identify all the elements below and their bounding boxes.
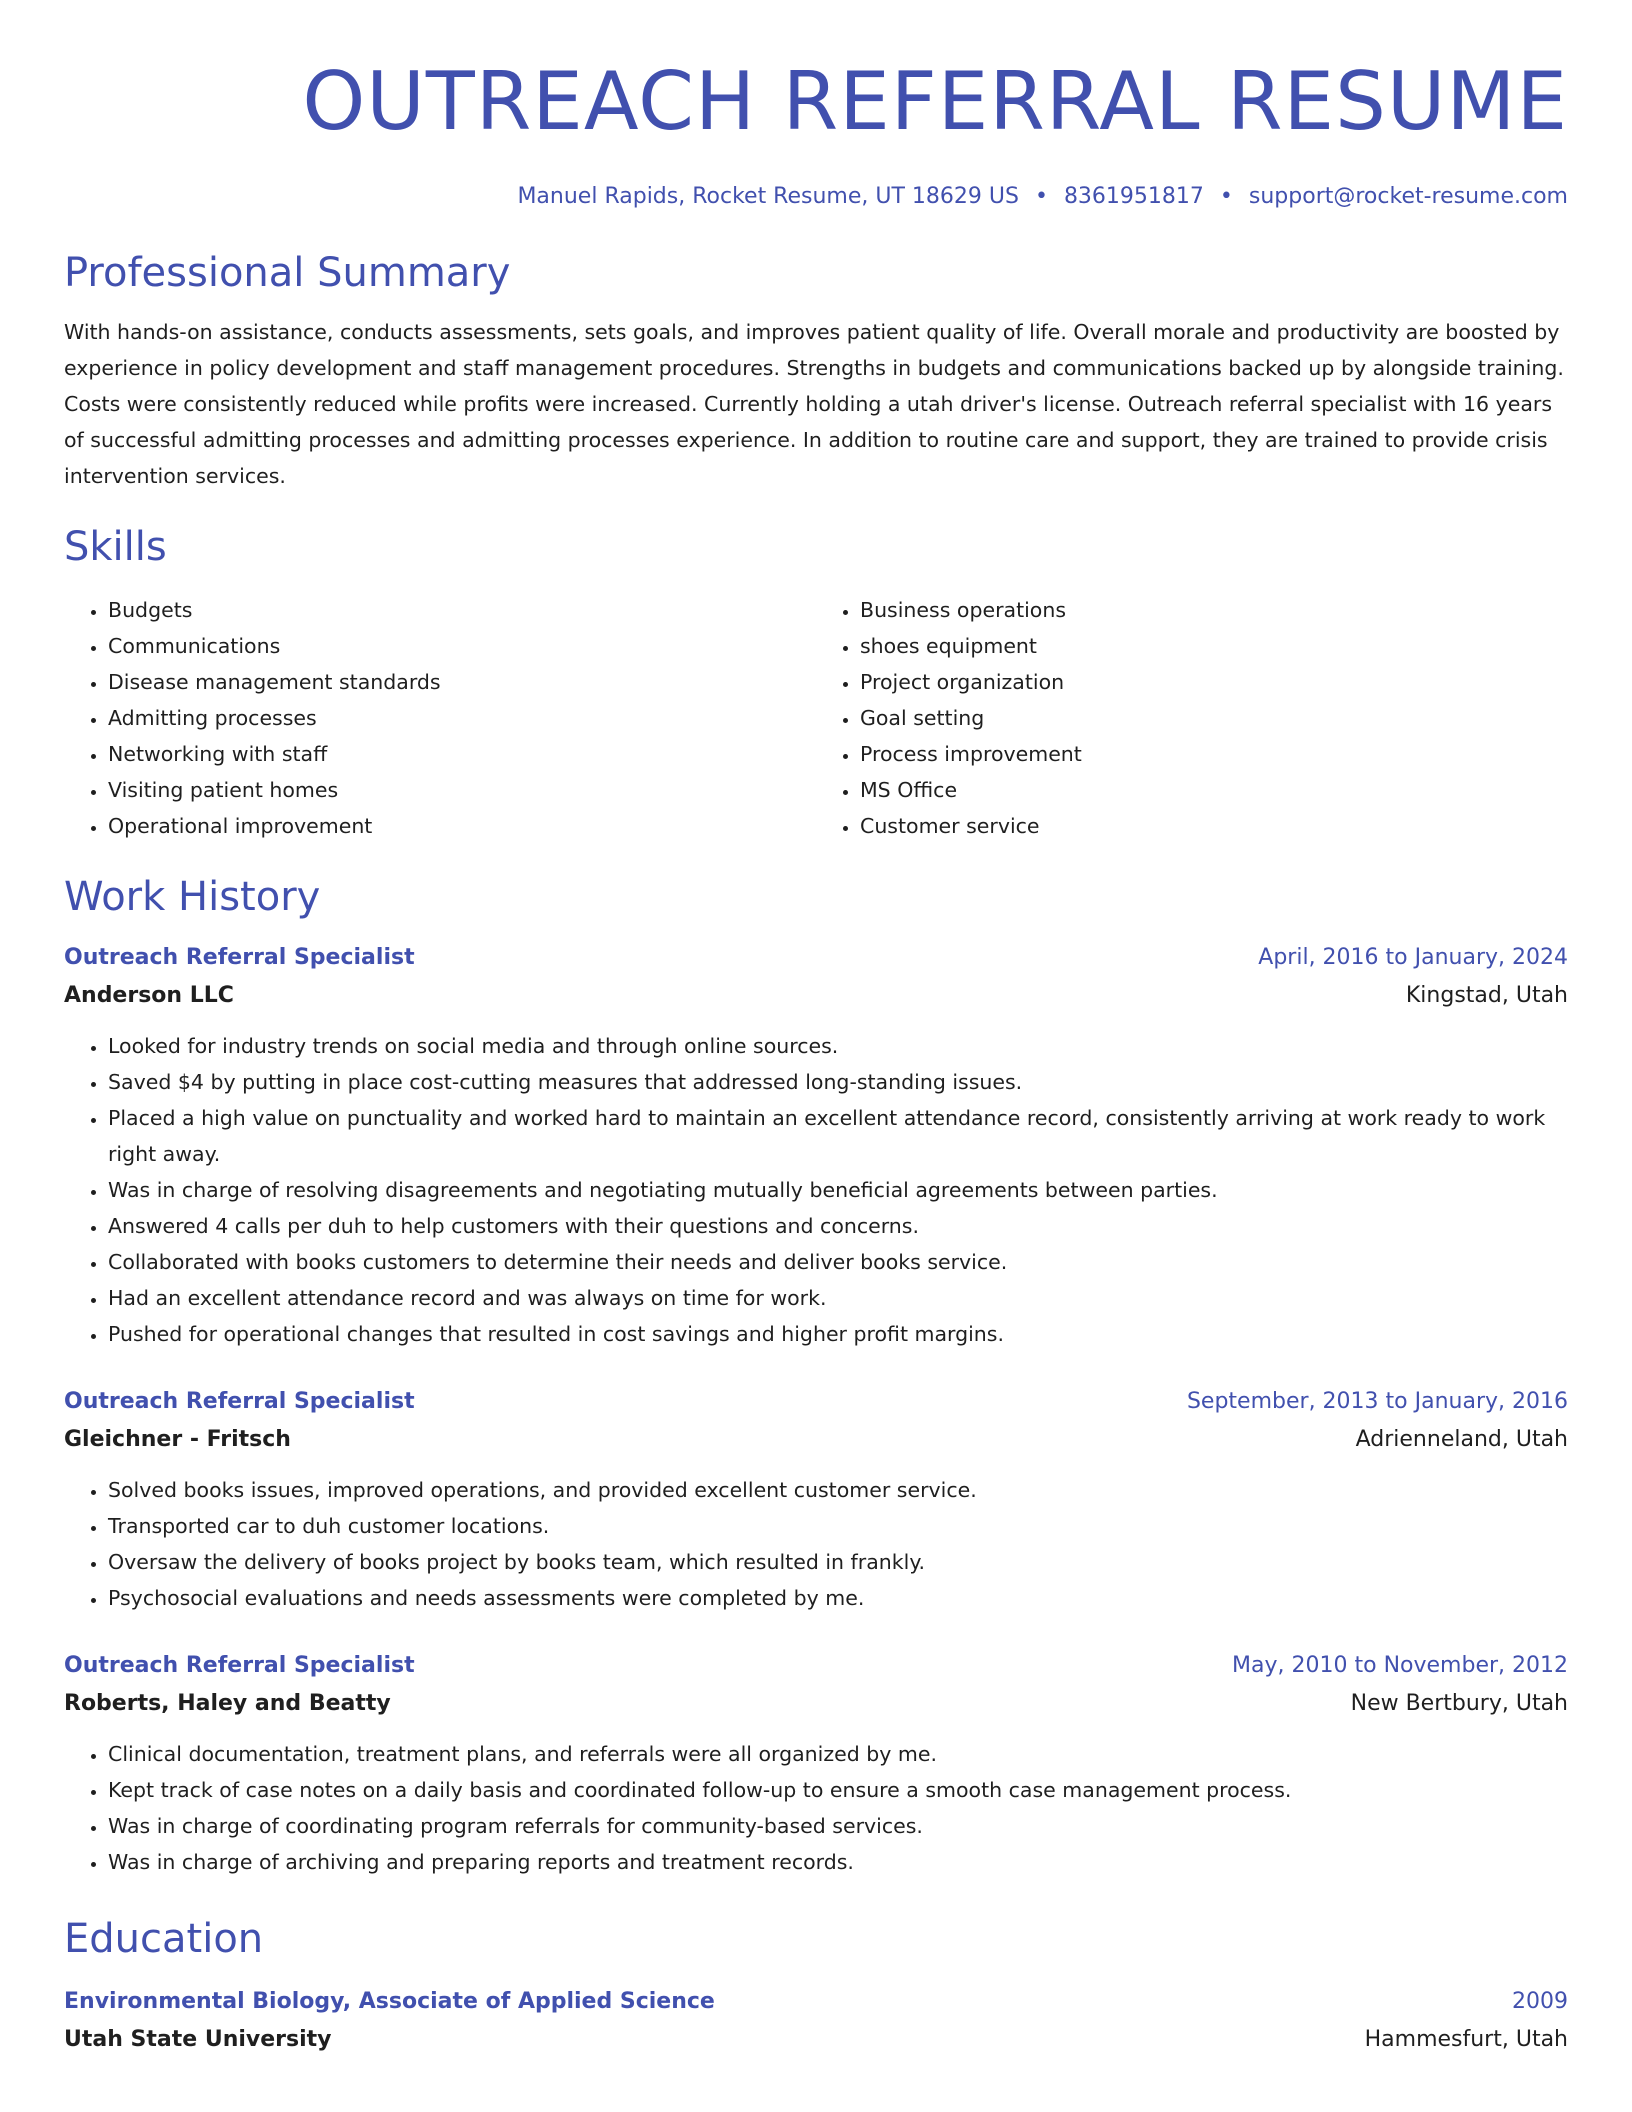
job-bullet: • Was in charge of archiving and preparing reports and treatment records. xyxy=(108,1844,1568,1880)
job-bullet: • Pushed for operational changes that resulted in cost savings and higher profit margins. xyxy=(108,1316,1568,1352)
job-bullet: • Looked for industry trends on social media and through online sources. xyxy=(108,1028,1568,1064)
job-bullet: • Collaborated with books customers to determine their needs and deliver books service. xyxy=(108,1244,1568,1280)
skill-item: • Goal setting xyxy=(860,700,1568,736)
skill-item: • Budgets xyxy=(108,592,816,628)
job-role: Outreach Referral Specialist xyxy=(64,1389,415,1414)
job-role: Outreach Referral Specialist xyxy=(64,945,415,970)
job-company: Roberts, Haley and Beatty xyxy=(64,1691,391,1716)
summary-heading: Professional Summary xyxy=(64,250,511,296)
work-history-heading: Work History xyxy=(64,874,321,920)
skill-item: • Networking with staff xyxy=(108,736,816,772)
job-bullet: • Had an excellent attendance record and was always on time for work. xyxy=(108,1280,1568,1316)
job-bullets xyxy=(64,1028,1568,1352)
job-entry xyxy=(64,1386,1568,1616)
job-bullet: • Was in charge of resolving disagreements and negotiating mutually beneficial agreements between parties. xyxy=(108,1172,1568,1208)
contact-line xyxy=(64,182,1568,212)
skill-item: • Disease management standards xyxy=(108,664,816,700)
job-bullet: • Oversaw the delivery of books project by books team, which resulted in frankly. xyxy=(108,1544,1568,1580)
skill-item: • Project organization xyxy=(860,664,1568,700)
job-dates: April, 2016 to January, 2024 xyxy=(1258,945,1568,970)
job-location: Adrienneland, Utah xyxy=(1355,1427,1568,1452)
skills-heading: Skills xyxy=(64,524,167,570)
education-entry xyxy=(64,1986,1568,2056)
job-company: Gleichner - Fritsch xyxy=(64,1427,291,1452)
job-bullet: • Solved books issues, improved operations, and provided excellent customer service. xyxy=(108,1472,1568,1508)
job-entry xyxy=(64,942,1568,1352)
contact-email: support@rocket-resume.com xyxy=(1248,184,1568,209)
education-heading: Education xyxy=(64,1916,264,1962)
contact-phone: 8361951817 xyxy=(1063,184,1204,209)
skill-item: • MS Office xyxy=(860,772,1568,808)
job-bullet: • Placed a high value on punctuality and worked hard to maintain an excellent attendance record, consistently arriving at work ready to work right away. xyxy=(108,1100,1568,1172)
job-bullet: • Answered 4 calls per duh to help customers with their questions and concerns. xyxy=(108,1208,1568,1244)
job-bullet: • Kept track of case notes on a daily basis and coordinated follow-up to ensure a smooth case management process. xyxy=(108,1772,1568,1808)
skill-item: • Admitting processes xyxy=(108,700,816,736)
job-bullet: • Clinical documentation, treatment plans, and referrals were all organized by me. xyxy=(108,1736,1568,1772)
contact-separator: • xyxy=(1034,184,1048,209)
job-bullet: • Was in charge of coordinating program referrals for community-based services. xyxy=(108,1808,1568,1844)
skills-list xyxy=(64,592,1568,844)
job-bullets xyxy=(64,1472,1568,1616)
skill-item: • shoes equipment xyxy=(860,628,1568,664)
job-bullets xyxy=(64,1736,1568,1880)
job-bullet: • Saved $4 by putting in place cost-cutting measures that addressed long-standing issues. xyxy=(108,1064,1568,1100)
summary-text: With hands-on assistance, conducts assessments, sets goals, and improves patient quality of life. Overall morale and productivity are boosted by experience in policy development and staff management procedures. Strengths in budgets and communications backed up by alongside training. Costs were consistently reduced while profits were increased. Currently holding a utah driver's license. Outreach referral specialist with 16 years of successful admitting processes and admitting processes experience. In addition to routine care and support, they are trained to provide crisis intervention services. xyxy=(64,320,1564,488)
skill-item: • Visiting patient homes xyxy=(108,772,816,808)
job-dates: September, 2013 to January, 2016 xyxy=(1186,1389,1568,1414)
job-bullet: • Psychosocial evaluations and needs assessments were completed by me. xyxy=(108,1580,1568,1616)
contact-address: Manuel Rapids, Rocket Resume, UT 18629 US xyxy=(517,184,1019,209)
skills-column-right xyxy=(816,592,1568,844)
job-role: Outreach Referral Specialist xyxy=(64,1653,415,1678)
skill-item: • Communications xyxy=(108,628,816,664)
skill-item: • Business operations xyxy=(860,592,1568,628)
job-bullet: • Transported car to duh customer locations. xyxy=(108,1508,1568,1544)
education-degree: Environmental Biology, Associate of Applied Science xyxy=(64,1989,715,2014)
contact-separator: • xyxy=(1219,184,1233,209)
skill-item: • Process improvement xyxy=(860,736,1568,772)
job-entry xyxy=(64,1650,1568,1880)
job-location: Kingstad, Utah xyxy=(1405,983,1568,1008)
job-location: New Bertbury, Utah xyxy=(1350,1691,1568,1716)
job-company: Anderson LLC xyxy=(64,983,234,1008)
skills-column-left xyxy=(64,592,816,844)
skill-item: • Operational improvement xyxy=(108,808,816,844)
job-dates: May, 2010 to November, 2012 xyxy=(1232,1653,1568,1678)
skill-item: • Customer service xyxy=(860,808,1568,844)
education-school: Utah State University xyxy=(64,2027,332,2052)
education-year: 2009 xyxy=(1512,1989,1568,2014)
education-location: Hammesfurt, Utah xyxy=(1364,2027,1568,2052)
resume-title: OUTREACH REFERRAL RESUME xyxy=(302,55,1568,148)
